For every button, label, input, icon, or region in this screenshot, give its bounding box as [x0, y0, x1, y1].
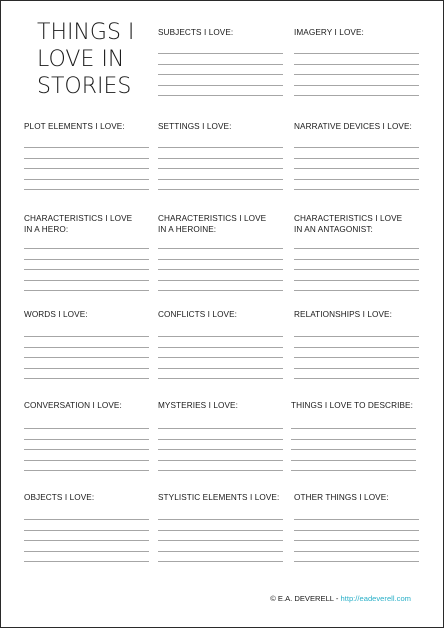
title-line: STORIES [37, 74, 132, 99]
writing-line [294, 561, 419, 562]
writing-lines[interactable] [158, 428, 283, 481]
writing-line [24, 179, 149, 180]
writing-line [294, 189, 419, 190]
writing-line [158, 519, 283, 520]
section-relationships [294, 309, 392, 320]
section-label: IMAGERY I LOVE: [294, 28, 364, 37]
page-title [37, 19, 134, 100]
writing-line [24, 378, 149, 379]
writing-line [24, 248, 149, 249]
writing-line [294, 74, 419, 75]
section-mysteries [158, 400, 238, 411]
section-label: CHARACTERISTICS I LOVE IN A HERO: [24, 214, 133, 234]
section-label: SETTINGS I LOVE: [158, 122, 232, 131]
writing-line [294, 357, 419, 358]
writing-lines[interactable] [291, 428, 416, 481]
section-objects [24, 492, 94, 503]
section-conversation [24, 400, 122, 411]
section-antagonist [294, 213, 402, 235]
writing-line [294, 378, 419, 379]
writing-line [158, 74, 283, 75]
writing-line [158, 347, 283, 348]
writing-line [294, 368, 419, 369]
writing-line [158, 64, 283, 65]
writing-lines[interactable] [24, 519, 149, 572]
section-hero [24, 213, 132, 235]
writing-line [294, 95, 419, 96]
writing-line [24, 470, 149, 471]
writing-line [24, 269, 149, 270]
writing-line [294, 347, 419, 348]
section-label: CHARACTERISTICS I LOVE IN AN ANTAGONIST: [294, 214, 403, 234]
writing-lines[interactable] [24, 336, 149, 389]
writing-lines[interactable] [158, 519, 283, 572]
writing-line [158, 368, 283, 369]
writing-lines[interactable] [294, 248, 419, 301]
writing-line [158, 336, 283, 337]
writing-line [158, 189, 283, 190]
writing-line [158, 248, 283, 249]
section-words [24, 309, 88, 320]
section-label: CONVERSATION I LOVE: [24, 401, 122, 410]
writing-line [24, 530, 149, 531]
section-other-things [294, 492, 389, 503]
writing-line [158, 460, 283, 461]
writing-lines[interactable] [294, 147, 419, 200]
writing-line [294, 280, 419, 281]
writing-line [158, 259, 283, 260]
writing-line [158, 551, 283, 552]
writing-line [158, 53, 283, 54]
writing-line [24, 439, 149, 440]
writing-lines[interactable] [158, 248, 283, 301]
section-plot-elements [24, 121, 125, 132]
writing-line [24, 428, 149, 429]
writing-line [158, 439, 283, 440]
writing-line [158, 378, 283, 379]
writing-line [24, 158, 149, 159]
writing-line [294, 336, 419, 337]
writing-line [158, 540, 283, 541]
writing-line [158, 357, 283, 358]
writing-lines[interactable] [24, 147, 149, 200]
writing-line [158, 290, 283, 291]
writing-line [158, 179, 283, 180]
section-label: OBJECTS I LOVE: [24, 493, 95, 502]
section-narrative-devices [294, 121, 412, 132]
writing-lines[interactable] [158, 53, 283, 106]
section-label: RELATIONSHIPS I LOVE: [294, 310, 392, 319]
writing-line [291, 470, 416, 471]
section-stylistic-elements [158, 492, 279, 503]
writing-line [24, 189, 149, 190]
section-label: PLOT ELEMENTS I LOVE: [24, 122, 125, 131]
writing-line [294, 530, 419, 531]
writing-lines[interactable] [24, 428, 149, 481]
writing-line [24, 290, 149, 291]
writing-line [294, 269, 419, 270]
writing-line [24, 460, 149, 461]
writing-line [24, 147, 149, 148]
section-label: STYLISTIC ELEMENTS I LOVE: [158, 493, 280, 502]
section-things-to-describe [291, 400, 413, 411]
writing-line [291, 460, 416, 461]
writing-lines[interactable] [158, 336, 283, 389]
section-label: OTHER THINGS I LOVE: [294, 493, 389, 502]
writing-lines[interactable] [294, 336, 419, 389]
writing-line [291, 439, 416, 440]
writing-line [294, 290, 419, 291]
section-label: THINGS I LOVE TO DESCRIBE: [291, 401, 413, 410]
writing-line [24, 551, 149, 552]
writing-line [294, 179, 419, 180]
writing-lines[interactable] [294, 53, 419, 106]
section-label: WORDS I LOVE: [24, 310, 88, 319]
website-link[interactable]: http://eadeverell.com [340, 594, 411, 603]
section-subjects [158, 27, 233, 38]
writing-line [294, 519, 419, 520]
writing-line [24, 357, 149, 358]
writing-line [294, 248, 419, 249]
writing-line [158, 449, 283, 450]
section-heroine [158, 213, 266, 235]
writing-line [24, 168, 149, 169]
writing-line [158, 85, 283, 86]
writing-line [294, 85, 419, 86]
writing-line [158, 280, 283, 281]
writing-line [24, 368, 149, 369]
writing-line [294, 158, 419, 159]
section-conflicts [158, 309, 237, 320]
section-imagery [294, 27, 364, 38]
section-label: NARRATIVE DEVICES I LOVE: [294, 122, 412, 131]
writing-line [158, 95, 283, 96]
writing-lines[interactable] [294, 519, 419, 572]
writing-line [24, 336, 149, 337]
writing-line [158, 269, 283, 270]
writing-line [291, 449, 416, 450]
writing-line [24, 347, 149, 348]
writing-line [24, 449, 149, 450]
footer-credit [270, 594, 411, 603]
writing-line [158, 561, 283, 562]
section-label: MYSTERIES I LOVE: [158, 401, 238, 410]
section-label: CONFLICTS I LOVE: [158, 310, 238, 319]
section-label: CHARACTERISTICS I LOVE IN A HEROINE: [158, 214, 267, 234]
writing-line [294, 53, 419, 54]
writing-line [294, 64, 419, 65]
writing-line [294, 168, 419, 169]
copyright-text: © E.A. DEVERELL - [270, 594, 341, 603]
section-label: SUBJECTS I LOVE: [158, 28, 234, 37]
writing-line [24, 561, 149, 562]
writing-line [24, 519, 149, 520]
writing-line [24, 259, 149, 260]
writing-line [158, 530, 283, 531]
section-settings [158, 121, 231, 132]
writing-line [24, 280, 149, 281]
writing-line [294, 259, 419, 260]
writing-line [291, 428, 416, 429]
writing-line [158, 428, 283, 429]
writing-line [294, 147, 419, 148]
writing-line [158, 168, 283, 169]
writing-line [294, 551, 419, 552]
writing-line [294, 540, 419, 541]
writing-line [158, 158, 283, 159]
writing-line [24, 540, 149, 541]
writing-lines[interactable] [24, 248, 149, 301]
writing-line [158, 470, 283, 471]
title-line: THINGS I [37, 20, 135, 45]
title-line: LOVE IN [37, 47, 125, 72]
writing-lines[interactable] [158, 147, 283, 200]
writing-line [158, 147, 283, 148]
